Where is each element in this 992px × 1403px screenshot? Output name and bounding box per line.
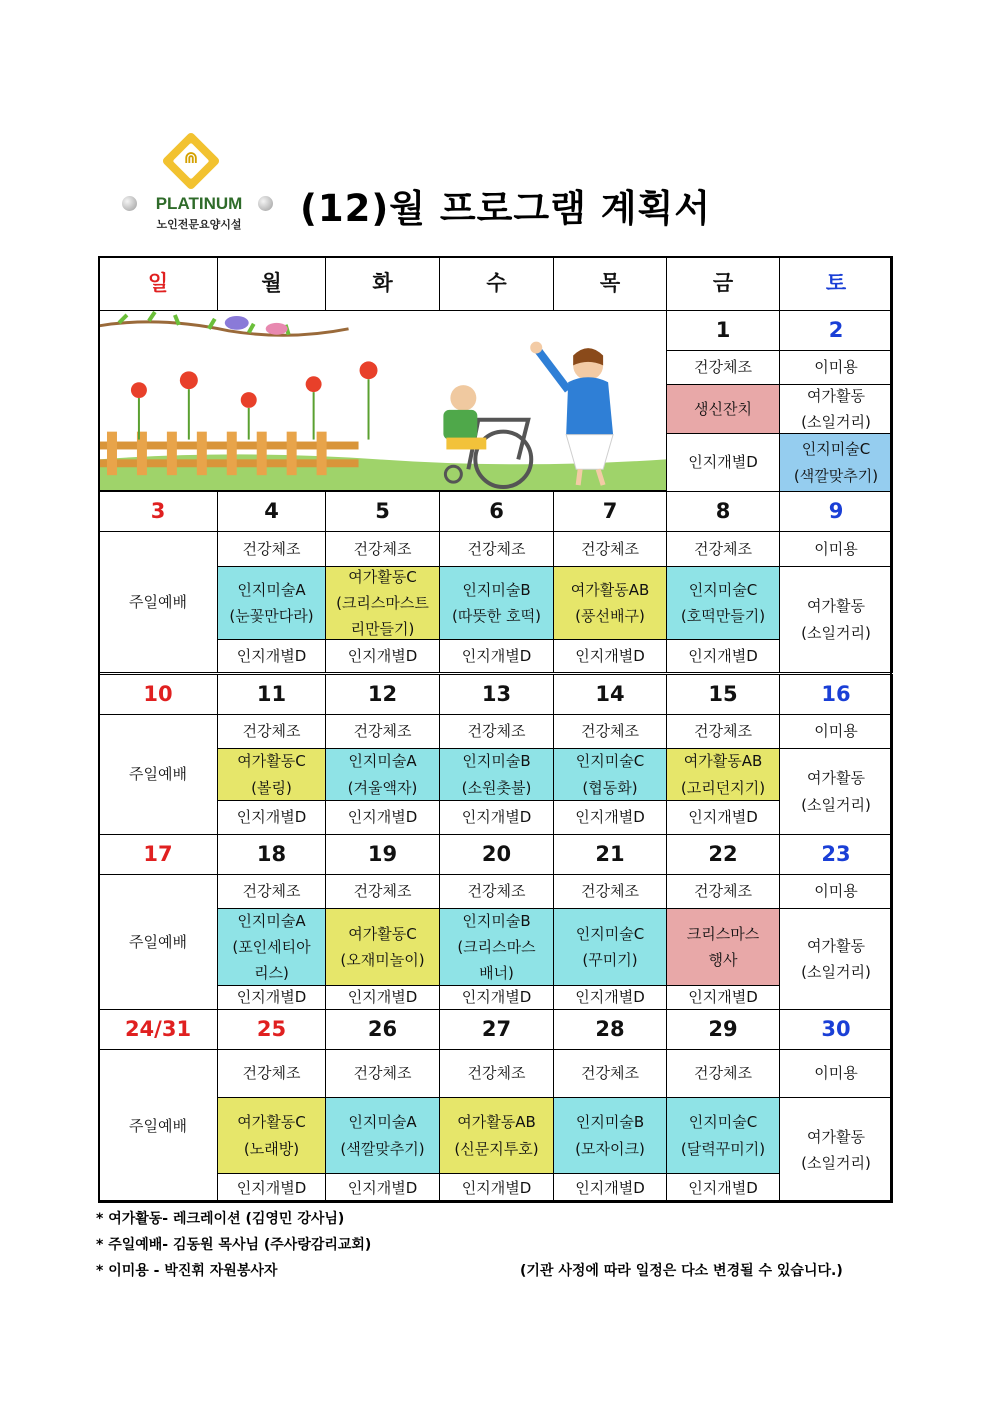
date-cell: [439, 674, 554, 715]
activity-cell-text: 인지개별D: [575, 808, 645, 827]
date-cell-text: 14: [595, 682, 625, 707]
activity-cell: [439, 1097, 554, 1174]
activity-cell: [325, 639, 440, 673]
activity-cell: [325, 1097, 440, 1174]
activity-cell: [439, 800, 554, 835]
activity-cell-text: 인지개별D: [347, 1178, 418, 1197]
activity-cell: [553, 1173, 667, 1203]
date-cell-text: 25: [256, 1017, 287, 1042]
activity-cell: [439, 566, 554, 640]
activity-cell-text: 인지미술C (호떡만들기): [680, 580, 766, 625]
note-disclaimer: (기관 사정에 따라 일정은 다소 변경될 수 있습니다.): [520, 1263, 843, 1279]
elderly-care-illustration: [99, 311, 666, 490]
activity-cell-text: 건강체조: [353, 539, 412, 558]
activity-cell: [553, 800, 667, 835]
page-title: (12)월 프로그램 계획서: [300, 187, 712, 230]
activity-cell-text: 인지미술C (색깔맞추기): [793, 440, 879, 485]
activity-cell-text: 여가활동C (볼링): [237, 752, 306, 797]
activity-cell: [779, 908, 893, 1010]
logo-emblem-icon: ⋒: [183, 148, 199, 168]
date-cell: [666, 674, 780, 715]
date-cell: [779, 1009, 893, 1050]
activity-cell-text: 인지미술B (따뜻한 호떡): [452, 580, 541, 625]
date-cell: [779, 834, 893, 875]
sunday-worship-cell-text: 주일예배: [129, 1116, 187, 1135]
date-cell: [779, 491, 893, 532]
date-cell-text: 7: [602, 499, 618, 524]
activity-cell-text: 여가활동AB (고리던지기): [680, 752, 766, 797]
activity-cell: [553, 985, 667, 1010]
sunday-worship-cell: [98, 714, 218, 835]
note-haircut: * 이미용 - 박진휘 자원봉사자: [96, 1263, 278, 1279]
date-cell-text: 12: [367, 682, 398, 707]
activity-cell: [779, 566, 893, 673]
activity-cell: [325, 874, 440, 909]
activity-cell: [779, 1049, 893, 1098]
activity-cell: [217, 714, 326, 749]
activity-cell: [217, 1049, 326, 1098]
date-cell-text: 4: [264, 499, 279, 524]
weekday-header-fri: [666, 256, 780, 311]
weekday-header-thu: [553, 256, 667, 311]
weekday-header-mon-text: 월: [261, 271, 282, 296]
activity-cell-text: 건강체조: [581, 539, 639, 558]
note-recreation: * 여가활동- 레크레이션 (김영민 강사님): [96, 1211, 345, 1227]
calendar-table: [98, 256, 892, 1202]
activity-cell: [439, 531, 554, 567]
activity-cell: [666, 800, 780, 835]
sunday-worship-cell: [98, 531, 218, 673]
activity-cell: [325, 985, 440, 1010]
activity-cell: [779, 350, 893, 385]
activity-cell: [553, 908, 667, 986]
date-cell: [553, 674, 667, 715]
date-cell: [98, 674, 218, 715]
activity-cell-text: 인지미술A (색깔맞추기): [340, 1113, 425, 1158]
date-cell-text: 9: [828, 499, 844, 524]
activity-cell-text: 인지개별D: [688, 988, 758, 1007]
activity-cell-text: 건강체조: [581, 882, 639, 901]
activity-cell: [439, 714, 554, 749]
date-cell: [325, 491, 440, 532]
activity-cell: [325, 748, 440, 801]
activity-cell: [666, 531, 780, 567]
date-cell-text: 29: [708, 1017, 738, 1042]
date-cell: [98, 834, 218, 875]
activity-cell-text: 인지개별D: [688, 453, 758, 472]
date-cell: [439, 834, 554, 875]
date-cell-text: 27: [481, 1017, 512, 1042]
activity-cell: [553, 566, 667, 640]
activity-cell: [666, 908, 780, 986]
activity-cell: [553, 1097, 667, 1174]
activity-cell: [666, 985, 780, 1010]
activity-cell: [439, 985, 554, 1010]
activity-cell-text: 이미용: [814, 358, 858, 377]
logo-subtitle: 노인전문요양시설: [156, 218, 242, 231]
activity-cell-text: 인지개별D: [688, 1178, 758, 1197]
activity-cell-text: 인지미술A (눈꽃만다라): [229, 580, 314, 625]
date-cell-text: 1: [715, 318, 731, 343]
activity-cell-text: 건강체조: [467, 882, 526, 901]
activity-cell: [217, 985, 326, 1010]
activity-cell-text: 인지개별D: [575, 1178, 645, 1197]
activity-cell-text: 건강체조: [581, 722, 639, 741]
date-cell: [217, 834, 326, 875]
activity-cell: [779, 433, 893, 492]
date-cell-text: 3: [150, 499, 166, 524]
activity-cell-text: 인지개별D: [688, 646, 758, 665]
activity-cell-text: 건강체조: [353, 1064, 412, 1083]
activity-cell-text: 이미용: [814, 882, 858, 901]
logo-brand: PLATINUM: [155, 194, 243, 213]
date-cell: [325, 1009, 440, 1050]
activity-cell: [666, 639, 780, 673]
sunday-worship-cell: [98, 1049, 218, 1203]
activity-cell-text: 인지개별D: [461, 988, 532, 1007]
activity-cell-text: 여가활동 (소일거리): [801, 1127, 871, 1172]
date-cell: [217, 674, 326, 715]
activity-cell-text: 건강체조: [694, 722, 752, 741]
activity-cell-text: 인지개별D: [236, 646, 307, 665]
date-cell-text: 30: [821, 1017, 851, 1042]
date-cell-text: 21: [595, 842, 625, 867]
activity-cell-text: 인지개별D: [575, 988, 645, 1007]
activity-cell-text: 건강체조: [467, 1064, 526, 1083]
activity-cell: [779, 531, 893, 567]
activity-cell-text: 크리스마스 행사: [686, 924, 760, 969]
activity-cell-text: 인지개별D: [236, 1178, 307, 1197]
date-cell: [779, 310, 893, 351]
activity-cell-text: 건강체조: [694, 539, 752, 558]
activity-cell-text: 인지미술B (크리스마스 배너): [457, 911, 536, 983]
activity-cell: [666, 748, 780, 801]
activity-cell: [325, 800, 440, 835]
sunday-worship-cell-text: 주일예배: [129, 932, 187, 951]
weekday-header-thu-text: 목: [599, 271, 621, 296]
activity-cell: [217, 874, 326, 909]
activity-cell-text: 여가활동 (소일거리): [801, 769, 871, 814]
date-cell: [325, 674, 440, 715]
activity-cell-text: 인지미술B (소원촛불): [461, 752, 532, 797]
activity-cell: [217, 1097, 326, 1174]
activity-cell: [325, 531, 440, 567]
activity-cell-text: 여가활동 (소일거리): [801, 386, 871, 431]
sunday-worship-cell: [98, 874, 218, 1010]
date-cell-text: 2: [828, 318, 844, 343]
activity-cell: [553, 714, 667, 749]
activity-cell-text: 인지개별D: [236, 988, 307, 1007]
calendar-illustration: [98, 310, 667, 491]
activity-cell: [217, 566, 326, 640]
weekday-header-tue-text: 화: [372, 271, 393, 296]
date-cell: [666, 491, 780, 532]
weekday-header-sun-text: 일: [147, 271, 169, 296]
date-cell: [217, 1009, 326, 1050]
date-cell: [666, 834, 780, 875]
date-cell: [666, 1009, 780, 1050]
activity-cell-text: 이미용: [814, 722, 858, 741]
date-cell: [666, 310, 780, 351]
activity-cell: [439, 1049, 554, 1098]
activity-cell-text: 건강체조: [242, 539, 301, 558]
weekday-header-wed-text: 수: [486, 271, 507, 296]
date-cell-text: 11: [256, 682, 287, 707]
activity-cell-text: 건강체조: [694, 882, 752, 901]
activity-cell-text: 이미용: [814, 1064, 858, 1083]
activity-cell: [325, 566, 440, 640]
activity-cell: [439, 908, 554, 986]
activity-cell: [666, 1097, 780, 1174]
activity-cell: [553, 639, 667, 673]
activity-cell: [439, 1173, 554, 1203]
weekday-header-wed: [439, 256, 554, 311]
activity-cell-text: 인지개별D: [347, 646, 418, 665]
sunday-worship-cell-text: 주일예배: [129, 765, 187, 784]
weekday-header-tue: [325, 256, 440, 311]
date-cell: [553, 491, 667, 532]
date-cell-text: 23: [821, 842, 851, 867]
activity-cell-text: 건강체조: [242, 882, 301, 901]
activity-cell: [553, 874, 667, 909]
date-cell: [325, 834, 440, 875]
activity-cell-text: 인지미술C (달력꾸미기): [680, 1113, 766, 1158]
weekday-header-fri-text: 금: [712, 271, 734, 296]
date-cell: [553, 834, 667, 875]
activity-cell-text: 건강체조: [467, 539, 526, 558]
activity-cell-text: 인지개별D: [461, 808, 532, 827]
logo-right-orb: [258, 196, 273, 211]
date-cell: [217, 491, 326, 532]
activity-cell: [666, 433, 780, 492]
activity-cell: [666, 874, 780, 909]
logo-left-orb: [122, 196, 137, 211]
date-cell-text: 10: [143, 682, 173, 707]
activity-cell-text: 건강체조: [694, 358, 752, 377]
activity-cell-text: 이미용: [814, 539, 858, 558]
note-worship: * 주일예배- 김동원 목사님 (주사랑감리교회): [96, 1237, 372, 1253]
activity-cell-text: 여가활동AB (풍선배구): [570, 580, 650, 625]
activity-cell: [325, 1173, 440, 1203]
activity-cell: [325, 714, 440, 749]
activity-cell: [779, 1097, 893, 1203]
weekday-header-sat-text: 토: [825, 271, 847, 296]
activity-cell-birthday-text: 생신잔치: [694, 399, 752, 418]
date-cell-text: 17: [143, 842, 173, 867]
activity-cell-text: 인지개별D: [347, 988, 418, 1007]
activity-cell: [217, 908, 326, 986]
activity-cell: [439, 748, 554, 801]
weekday-header-sun: [98, 256, 218, 311]
date-cell: [439, 491, 554, 532]
date-cell: [98, 1009, 218, 1050]
activity-cell: [779, 384, 893, 434]
activity-cell-text: 인지미술C (꾸미기): [575, 924, 645, 969]
date-cell-text: 15: [708, 682, 738, 707]
activity-cell: [217, 748, 326, 801]
activity-cell: [217, 800, 326, 835]
date-cell-text: 19: [367, 842, 398, 867]
activity-cell-text: 인지미술A (포인세티아 리스): [232, 911, 311, 983]
activity-cell: [217, 1173, 326, 1203]
activity-cell-text: 건강체조: [242, 722, 301, 741]
date-cell-text: 26: [367, 1017, 398, 1042]
activity-cell-text: 인지개별D: [461, 646, 532, 665]
activity-cell: [666, 350, 780, 385]
activity-cell-text: 여가활동C (노래방): [237, 1113, 306, 1158]
activity-cell-text: 인지개별D: [347, 808, 418, 827]
date-cell-text: 20: [481, 842, 512, 867]
activity-cell: [666, 714, 780, 749]
date-cell-text: 16: [821, 682, 851, 707]
weekday-header-mon: [217, 256, 326, 311]
date-cell-text: 24/31: [124, 1017, 192, 1042]
date-cell-text: 22: [708, 842, 738, 867]
activity-cell: [666, 566, 780, 640]
sunday-worship-cell-text: 주일예배: [129, 592, 187, 611]
date-cell-text: 6: [489, 499, 504, 524]
activity-cell-text: 인지미술C (협동화): [575, 752, 645, 797]
date-cell-text: 13: [481, 682, 512, 707]
activity-cell: [217, 639, 326, 673]
activity-cell-birthday: [666, 384, 780, 434]
activity-cell-text: 건강체조: [353, 722, 412, 741]
activity-cell-text: 건강체조: [242, 1064, 301, 1083]
activity-cell-text: 여가활동 (소일거리): [801, 936, 871, 981]
date-cell: [553, 1009, 667, 1050]
activity-cell: [439, 639, 554, 673]
activity-cell-text: 인지개별D: [236, 808, 307, 827]
activity-cell: [325, 908, 440, 986]
activity-cell-text: 건강체조: [353, 882, 412, 901]
activity-cell: [217, 531, 326, 567]
date-cell-text: 28: [595, 1017, 625, 1042]
activity-cell-text: 여가활동AB (신문지투호): [454, 1113, 539, 1158]
activity-cell: [666, 1049, 780, 1098]
activity-cell-text: 건강체조: [467, 722, 526, 741]
activity-cell-text: 여가활동 (소일거리): [801, 597, 871, 642]
activity-cell-text: 인지개별D: [688, 808, 758, 827]
activity-cell: [553, 1049, 667, 1098]
date-cell: [439, 1009, 554, 1050]
weekday-header-sat: [779, 256, 893, 311]
activity-cell-text: 건강체조: [581, 1064, 639, 1083]
date-cell-text: 18: [256, 842, 287, 867]
date-cell: [779, 674, 893, 715]
activity-cell: [666, 1173, 780, 1203]
facility-logo: [118, 132, 278, 240]
activity-cell-text: 건강체조: [694, 1064, 752, 1083]
date-cell-text: 5: [375, 499, 390, 524]
activity-cell: [553, 531, 667, 567]
activity-cell: [779, 714, 893, 749]
activity-cell: [779, 748, 893, 835]
activity-cell-text: 인지개별D: [461, 1178, 532, 1197]
activity-cell-text: 인지미술A (겨울액자): [347, 752, 418, 797]
activity-cell: [439, 874, 554, 909]
date-cell-text: 8: [715, 499, 731, 524]
activity-cell: [325, 1049, 440, 1098]
activity-cell-text: 여가활동C (오재미놀이): [340, 924, 425, 969]
activity-cell-text: 인지개별D: [575, 646, 645, 665]
activity-cell-text: 여가활동C (크리스마스트 리만들기): [336, 567, 429, 639]
date-cell: [98, 491, 218, 532]
activity-cell-text: 인지미술B (모자이크): [575, 1113, 645, 1158]
activity-cell: [779, 874, 893, 909]
activity-cell: [553, 748, 667, 801]
